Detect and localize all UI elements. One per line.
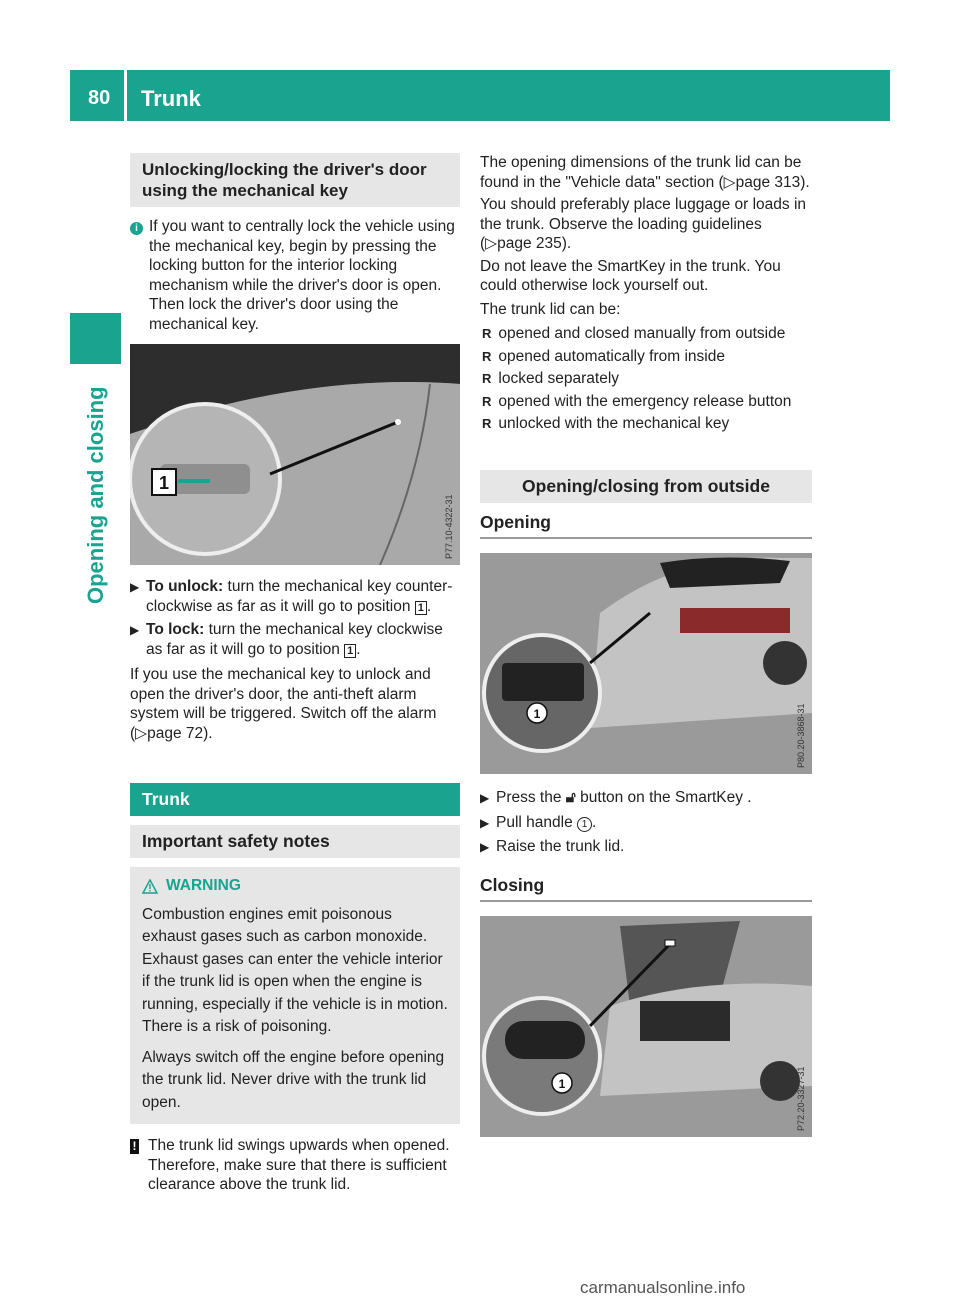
- list-item: R locked separately: [482, 370, 620, 387]
- luggage-page-ref[interactable]: page 235).: [497, 235, 572, 252]
- subheading-closing: Closing: [480, 876, 812, 903]
- list-item-text: opened with the emergency release button: [498, 392, 792, 410]
- caution-note: [130, 1136, 460, 1195]
- step-pull-text: Pull handle: [496, 813, 573, 831]
- page-number: 80: [88, 87, 111, 109]
- trunk-opening-photo: [480, 553, 812, 774]
- photo2-code: P80.20-3868-31: [796, 703, 806, 768]
- handle-marker: 1: [577, 817, 592, 832]
- watermark: carmanualsonline.info: [580, 1278, 746, 1297]
- position-marker: 1: [344, 644, 356, 658]
- warning-title: WARNING: [166, 877, 241, 894]
- arrow-icon: ▶: [130, 580, 140, 594]
- arrow-icon: ▶: [130, 623, 140, 637]
- options-list: [480, 324, 812, 434]
- door-lock-photo: [130, 344, 460, 565]
- step-lock: ▶ To lock: turn the mechanical key clockwise as far as it will go to position 1 .: [130, 621, 443, 658]
- section-safety-notes: Important safety notes: [130, 825, 460, 858]
- trunk-closing-photo: [480, 916, 812, 1137]
- step-lock-label: To lock:: [146, 621, 205, 638]
- smartkey-paragraph: Do not leave the SmartKey in the trunk. You could otherwise lock yourself out.: [480, 257, 781, 294]
- list-item: R unlocked with the mechanical key: [482, 415, 730, 432]
- list-item-text: locked separately: [498, 370, 620, 387]
- step-unlock-text: turn the mechanical key counter-clockwise as far as it will go to position: [146, 578, 453, 615]
- step-lock-text: turn the mechanical key clockwise as far as it will go to position: [146, 621, 443, 658]
- exclamation-icon: !: [130, 1139, 139, 1154]
- info-icon: i: [130, 222, 143, 235]
- unlock-key-icon: 🔓︎: [565, 789, 576, 806]
- warning-text-2: Always switch off the engine before opening the trunk lid. Never drive with the trunk lid open.: [142, 1048, 445, 1111]
- photo1-callout: 1: [158, 473, 170, 493]
- can-be-intro: The trunk lid can be:: [480, 300, 621, 318]
- step-press-text-b: button on the SmartKey .: [580, 789, 752, 806]
- warning-text-1: Combustion engines emit poisonous exhaust gases such as carbon monoxide. Exhaust gases can enter the vehicle interior if the trunk lid is open when the engine is running, especially if the vehicle is in motion. There is a risk of poisoning.: [142, 905, 448, 1035]
- right-column: [480, 153, 812, 1137]
- list-item: R opened with the emergency release button: [482, 392, 792, 410]
- alarm-page-ref[interactable]: page 72).: [147, 724, 213, 742]
- list-item-text: opened automatically from inside: [498, 347, 725, 365]
- list-item-text: unlocked with the mechanical key: [498, 415, 730, 432]
- dimensions-paragraph: [480, 153, 812, 192]
- luggage-paragraph: [480, 195, 812, 254]
- info-note: [130, 217, 460, 334]
- step-raise-text: Raise the trunk lid.: [496, 838, 625, 855]
- caution-text: The trunk lid swings upwards when opened. Therefore, make sure that there is sufficient clearance above the trunk lid.: [148, 1137, 450, 1193]
- photo2-callout: 1: [533, 707, 541, 721]
- luggage-text: You should preferably place luggage or loads in the trunk. Observe the loading guidelines: [480, 196, 807, 233]
- dimensions-text: The opening dimensions of the trunk lid can be found in the "Vehicle data" section: [480, 154, 802, 191]
- ref-arrow: (▷: [480, 235, 498, 252]
- photo1-code: P77.10-4322-31: [444, 494, 454, 559]
- warning-header: [142, 875, 448, 898]
- alarm-paragraph: [130, 665, 460, 743]
- step-press-button: [480, 788, 812, 809]
- photo3-callout: 1: [558, 1077, 566, 1091]
- section-opening-closing: Opening/closing from outside: [480, 470, 812, 503]
- side-tab-marker: [70, 313, 121, 364]
- arrow-icon: ▶: [480, 791, 490, 805]
- step-unlock-label: To unlock:: [146, 578, 224, 595]
- step-press-text-a: Press the: [496, 789, 562, 806]
- list-item: R opened and closed manually from outside: [482, 325, 786, 342]
- heading-unlocking-locking: Unlocking/locking the driver's door using the mechanical key: [130, 153, 460, 207]
- ref-arrow: (▷: [718, 173, 736, 191]
- door-lock-illustration: [130, 344, 460, 565]
- page-title: Trunk: [141, 86, 201, 111]
- warning-box: [130, 867, 460, 1124]
- step-unlock: ▶ To unlock: turn the mechanical key counter-clockwise as far as it will go to position 1 .: [130, 578, 453, 615]
- trunk-opening-illustration: [480, 553, 812, 774]
- ref-arrow: (▷: [130, 724, 148, 742]
- arrow-icon: ▶: [480, 840, 490, 854]
- section-trunk: Trunk: [130, 783, 460, 816]
- subheading-opening: Opening: [480, 513, 812, 540]
- alarm-text: If you use the mechanical key to unlock and open the driver's door, the anti-theft alarm system will be triggered. Switch off the alarm: [130, 666, 437, 722]
- position-marker: 1: [415, 601, 427, 615]
- header-separator: [124, 70, 127, 121]
- trunk-closing-illustration: [480, 916, 812, 1137]
- left-column: [130, 153, 460, 1205]
- list-item: R opened automatically from inside: [482, 347, 725, 365]
- photo3-code: P72.20-3327-31: [796, 1066, 806, 1131]
- step-pull-handle: ▶ Pull handle 1 .: [480, 813, 812, 834]
- side-tab-label: Opening and closing: [83, 386, 108, 604]
- warning-triangle-icon: [142, 879, 158, 894]
- step-raise-lid: [480, 837, 812, 858]
- list-item-text: opened and closed manually from outside: [498, 325, 786, 342]
- dimensions-page-ref[interactable]: page 313).: [735, 173, 810, 191]
- info-note-text: If you want to centrally lock the vehicle using the mechanical key, begin by pressing the locking button for the interior locking mechanism while the driver's door is open. Then lock the driver's door using the mechanical key.: [149, 218, 455, 333]
- arrow-icon: ▶: [480, 815, 490, 830]
